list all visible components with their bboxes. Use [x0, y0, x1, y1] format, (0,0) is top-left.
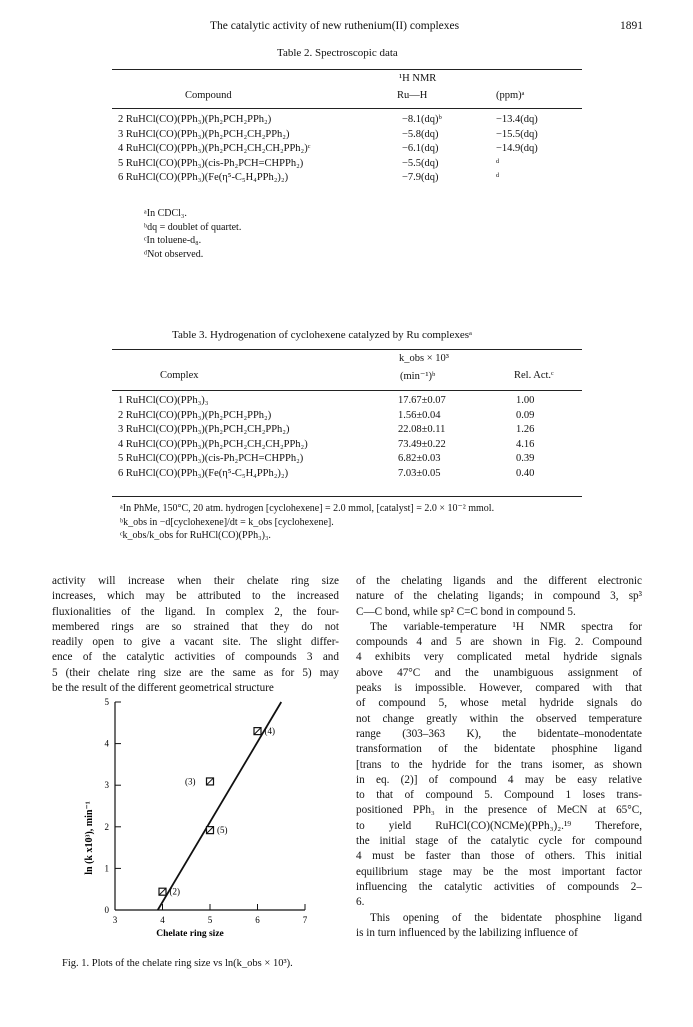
- x-tick-label: 7: [302, 915, 308, 925]
- right-column-line: to yield RuHCl(CO)(NCMe)(PPh₃)₂.¹⁹ Therefore,: [356, 819, 642, 832]
- right-column-line: 4 exhibits very complicated metal hydride signals: [356, 651, 642, 664]
- page-number: 1891: [620, 20, 643, 32]
- chart-axes: [105, 697, 308, 925]
- table3-rel-cell: 1.00: [516, 395, 535, 406]
- table3-footnote: ᶜk_obs/k_obs for RuHCl(CO)(PPh₃)₃.: [120, 530, 271, 541]
- table2-col-ppm: (ppm)ᵃ: [496, 90, 525, 101]
- table2-ruh-cell: −7.9(dq): [402, 172, 439, 183]
- table2-top-rule: [112, 69, 582, 70]
- table2-footnote: ᵇdq = doublet of quartet.: [144, 221, 242, 233]
- x-tick-label: 4: [160, 915, 165, 925]
- table3-complex-cell: 5 RuHCl(CO)(PPh₃)(cis-Ph₂PCH=CHPPh₂): [118, 453, 304, 464]
- right-column-line: compounds 4 and 5 are shown in Fig. 2. Compound: [356, 636, 642, 649]
- y-tick-label: 3: [104, 780, 109, 791]
- table2-ruh-cell: −5.8(dq): [402, 128, 439, 140]
- left-column-line: ence of the catalytic activities of compounds 3 and: [52, 651, 339, 664]
- figure-1-chart: [60, 690, 340, 950]
- table3-footnote: ᵇk_obs in −d[cyclohexene]/dt = k_obs [cyclohexene].: [120, 516, 334, 528]
- right-column-line: not change greatly within the observed temperature: [356, 712, 642, 725]
- table3-complex-cell: 6 RuHCl(CO)(PPh₃)(Fe(η⁵-C₅H₄PPh₂)₂): [118, 467, 289, 479]
- right-column-line: positioned PPh₃ in the presence of MeCN at 65°C,: [356, 804, 642, 817]
- table3-kobs-cell: 22.08±0.11: [398, 424, 446, 435]
- left-column-line: activity will increase when their chelate ring size: [52, 575, 339, 587]
- data-point-label: (2): [169, 886, 180, 897]
- table3-rel-cell: 1.26: [516, 424, 535, 435]
- table2-header-rule: [112, 108, 582, 109]
- table2-footnote: ᵃIn CDCl₃.: [144, 208, 187, 219]
- table3-footnote: ᵃIn PhMe, 150°C, 20 atm. hydrogen [cyclohexene] = 2.0 mmol, [catalyst] = 2.0 × 10⁻² mmol.: [120, 503, 495, 514]
- right-column-text: [356, 574, 642, 941]
- fit-line: [158, 702, 282, 910]
- left-column-line: readily open to give a vacant site. The slight differ-: [52, 636, 339, 649]
- table3-rel-cell: 0.39: [516, 453, 535, 464]
- table3-kobs-cell: 7.03±0.05: [398, 467, 441, 479]
- right-column-line: of compound 5, whose metal hydride signals do: [356, 697, 642, 710]
- y-tick-label: 5: [104, 697, 109, 707]
- table3-complex-cell: 1 RuHCl(CO)(PPh₃)₃: [118, 395, 209, 406]
- y-tick-label: 0: [104, 905, 109, 915]
- table2-compound-cell: 6 RuHCl(CO)(PPh₃)(Fe(η⁵-C₅H₄PPh₂)₂): [118, 172, 289, 183]
- left-column-line: be the result of the different geometrical structure: [52, 682, 274, 695]
- table3-rel-cell: 4.16: [516, 438, 535, 450]
- table3-col-kobs-line2: (min⁻¹)ᵇ: [400, 371, 436, 382]
- table2-ppm-cell: −15.5(dq): [496, 128, 538, 140]
- left-column-line: membered rings are so strained that they do not: [52, 620, 339, 633]
- table3-bottom-rule: [112, 496, 582, 497]
- running-title: The catalytic activity of new ruthenium(II) complexes: [210, 20, 460, 32]
- data-point-label: (5): [217, 825, 228, 836]
- right-column-line: [trans to the hydride for the trans isomer, as shown: [356, 758, 642, 771]
- table3-complex-cell: 3 RuHCl(CO)(PPh₃)(Ph₂PCH₂CH₂PPh₂): [118, 424, 290, 435]
- table2-ruh-cell: −6.1(dq): [402, 143, 439, 154]
- table2-ruh-cell: −5.5(dq): [402, 157, 439, 169]
- right-column-line: to that of compound 5. Compound 1 loses trans-: [356, 789, 642, 802]
- right-column-line: This opening of the bidentate phosphine ligand: [370, 911, 642, 924]
- y-tick-label: 2: [104, 821, 109, 832]
- table3-kobs-cell: 1.56±0.04: [398, 409, 441, 421]
- left-column-text: [52, 574, 339, 696]
- table2-ppm-cell: ᵈ: [496, 172, 500, 183]
- left-column-line: fluxionalities of the ligand. In complex 2, the four-: [52, 605, 339, 618]
- table2-col-compound: Compound: [185, 90, 232, 101]
- y-tick-label: 4: [104, 738, 109, 749]
- table3-top-rule: [112, 349, 582, 350]
- x-tick-label: 5: [207, 915, 213, 925]
- right-column-line: The variable-temperature ¹H NMR spectra for: [370, 620, 642, 633]
- data-point-label: (3): [185, 776, 196, 787]
- y-axis-label: ln (k x10³), min⁻¹: [84, 801, 95, 875]
- table2-compound-cell: 2 RuHCl(CO)(PPh₃)(Ph₂PCH₂PPh₂): [118, 114, 272, 125]
- x-tick-label: 6: [255, 915, 260, 925]
- table3-col-complex: Complex: [160, 370, 199, 381]
- right-column-line: above 47°C and the unambiguous assignment of: [356, 666, 642, 679]
- figure-1-caption: Fig. 1. Plots of the chelate ring size vs ln(k_obs × 10³).: [62, 958, 293, 969]
- chart-marks: [158, 702, 282, 910]
- table2-ppm-cell: −14.9(dq): [496, 143, 538, 154]
- table2-ppm-cell: ᵈ: [496, 157, 500, 169]
- left-column-line: increases, which may be attributed to the increased: [52, 590, 339, 603]
- table3-kobs-cell: 6.82±0.03: [398, 453, 441, 464]
- y-tick-label: 1: [104, 863, 109, 874]
- table3-complex-cell: 2 RuHCl(CO)(PPh₃)(Ph₂PCH₂PPh₂): [118, 409, 272, 421]
- right-column-line: 6.: [356, 896, 365, 909]
- right-column-line: in eq. (2)] of compound 4 may be easy relative: [356, 773, 642, 786]
- table3-col-rel: Rel. Act.ᶜ: [514, 370, 554, 381]
- table2-compound-cell: 3 RuHCl(CO)(PPh₃)(Ph₂PCH₂CH₂PPh₂): [118, 128, 290, 140]
- table3-kobs-cell: 73.49±0.22: [398, 438, 446, 450]
- table2-col-nmr-line1: ¹H NMR: [399, 73, 437, 84]
- table3-rel-cell: 0.09: [516, 409, 535, 421]
- right-column-line: nature of the chelating ligands; in compound 3, sp³: [356, 590, 642, 603]
- table3-rel-cell: 0.40: [516, 467, 535, 479]
- table2-caption: Table 2. Spectroscopic data: [277, 47, 398, 59]
- table2-col-nmr-line2: Ru—H: [397, 90, 428, 101]
- right-column-line: transformation of the bidentate phosphine ligand: [356, 743, 642, 756]
- table2-compound-cell: 4 RuHCl(CO)(PPh₃)(Ph₂PCH₂CH₂CH₂PPh₂)ᶜ: [118, 143, 311, 154]
- table3-col-kobs-line1: k_obs × 10³: [399, 353, 449, 364]
- table2-footnote: ᶜIn toluene-d₈.: [144, 235, 202, 246]
- table2-ppm-cell: −13.4(dq): [496, 114, 538, 125]
- right-column-line: peaks is impossible. However, compared with that: [356, 682, 642, 695]
- x-tick-label: 3: [112, 915, 118, 925]
- table3-complex-cell: 4 RuHCl(CO)(PPh₃)(Ph₂PCH₂CH₂CH₂PPh₂): [118, 438, 308, 450]
- data-point-label: (4): [264, 726, 275, 737]
- table3-caption: Table 3. Hydrogenation of cyclohexene catalyzed by Ru complexesᵃ: [172, 329, 473, 341]
- table2-compound-cell: 5 RuHCl(CO)(PPh₃)(cis-Ph₂PCH=CHPPh₂): [118, 157, 304, 169]
- x-axis-label: Chelate ring size: [156, 929, 224, 939]
- table3-header-rule: [112, 390, 582, 391]
- left-column-line: 5 (their chelate ring size are the same as for 5) may: [52, 666, 339, 679]
- right-column-line: 4 must be faster than those of others. This initial: [356, 850, 642, 863]
- right-column-line: of the chelating ligands and the different electronic: [356, 575, 642, 587]
- right-column-line: influencing the catalytic activities of compounds 2–: [356, 880, 642, 893]
- right-column-line: range (303–363 K), the bidentate–monodentate: [356, 727, 642, 740]
- table2-ruh-cell: −8.1(dq)ᵇ: [402, 114, 442, 125]
- right-column-line: is in turn influenced by the labilizing influence of: [356, 926, 578, 939]
- right-column-line: C—C bond, while sp² C=C bond in compound 5.: [356, 605, 576, 618]
- table3-kobs-cell: 17.67±0.07: [398, 395, 446, 406]
- right-column-line: the initial stage of the catalytic cycle for compound: [356, 835, 642, 848]
- table2-footnote: ᵈNot observed.: [144, 248, 204, 260]
- right-column-line: equilibrium stage may be the most important factor: [356, 865, 642, 878]
